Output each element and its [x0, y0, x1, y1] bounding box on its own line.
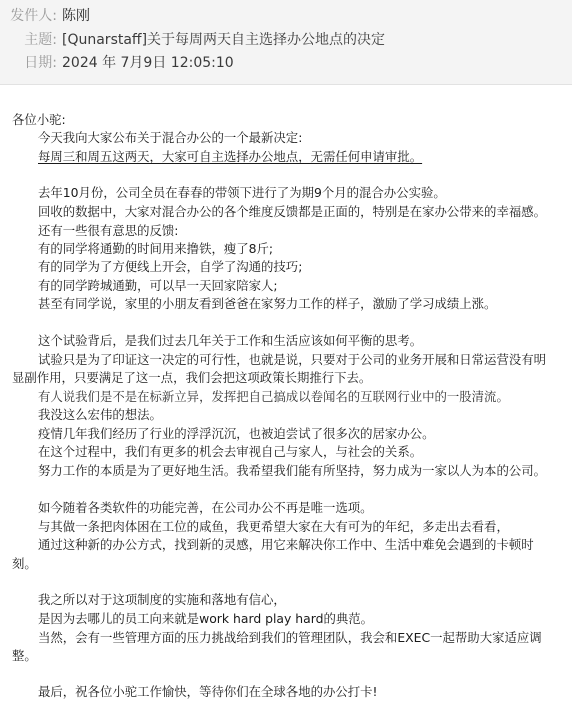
subject-text: [Qunarstaff]关于每周两天自主选择办公地点的决定 [62, 32, 386, 48]
sender-row [0, 5, 572, 27]
sender-label: 发件人: [10, 8, 57, 24]
body-line: 我没这么宏伟的想法。 [38, 407, 162, 422]
email-body [0, 84, 572, 711]
body-line: 有人说我们是不是在标新立异，发挥把自己搞成以卷闻名的互联网行业中的一股清流。 [38, 389, 509, 404]
body-line: 疫情几年我们经历了行业的浮浮沉沉，也被迫尝试了很多次的居家办公。 [38, 426, 435, 441]
body-line: 在这个过程中，我们有更多的机会去审视自己与家人，与社会的关系。 [38, 444, 423, 459]
body-line: 有的同学为了方便线上开会，自学了沟通的技巧; [38, 259, 303, 274]
body-line: 与其做一条把肉体困在工位的咸鱼，我更希望大家在大有可为的年纪，多走出去看看， [38, 519, 509, 534]
body-line: 努力工作的本质是为了更好地生活。我希望我们能有所坚持，努力成为一家以人为本的公司。 [38, 463, 547, 478]
body-line: 刻。 [12, 556, 37, 571]
body-line: 试验只是为了印证这一决定的可行性，也就是说，只要对于公司的业务开展和日常运营没有明 [38, 352, 547, 367]
closing-line: 最后，祝各位小驼工作愉快，等待你们在全球各地的办公打卡! [38, 684, 378, 699]
body-line: 如今随着各类软件的功能完善，在公司办公不再是唯一选项。 [38, 500, 373, 515]
body-line: 我之所以对于这项制度的实施和落地有信心， [38, 592, 286, 607]
subject-label: 主题: [24, 32, 57, 48]
body-line: 甚至有同学说，家里的小朋友看到爸爸在家努力工作的样子，激励了学习成绩上涨。 [38, 296, 497, 311]
body-line: 还有一些很有意思的反馈: [38, 223, 179, 238]
date-text: 2024 年 7月9日 12:05:10 [62, 55, 234, 71]
body-line: 是因为去哪儿的员工向来就是work hard play hard的典范。 [38, 611, 374, 626]
body-line: 当然，会有一些管理方面的压力挑战给到我们的管理团队，我会和EXEC一起帮助大家适应调 [38, 630, 542, 645]
highlighted-decision-line: 每周三和周五这两天，大家可自主选择办公地点，无需任何申请审批。 [38, 149, 423, 164]
body-line: 整。 [12, 648, 37, 663]
date-label: 日期: [24, 55, 57, 71]
body-line: 有的同学跨城通勤，可以早一天回家陪家人; [38, 278, 278, 293]
body-line: 今天我向大家公布关于混合办公的一个最新决定: [38, 130, 303, 145]
body-line: 显副作用，只要满足了这一点，我们会把这项政策长期推行下去。 [12, 370, 372, 385]
body-line: 去年10月份，公司全员在春春的带领下进行了为期9个月的混合办公实验。 [38, 185, 446, 200]
greeting-line: 各位小驼: [12, 112, 66, 127]
subject-row [0, 29, 572, 51]
body-line: 回收的数据中，大家对混合办公的各个维度反馈都是正面的，特别是在家办公带来的幸福感。 [38, 204, 547, 219]
date-row [0, 52, 572, 74]
sender-name[interactable]: 陈刚 [62, 8, 90, 24]
body-line: 通过这种新的办公方式，找到新的灵感，用它来解决你工作中、生活中难免会遇到的卡顿时 [38, 537, 534, 552]
body-line: 有的同学将通勤的时间用来撸铁，瘦了8斤; [38, 241, 274, 256]
email-header [0, 0, 572, 85]
body-line: 这个试验背后，是我们过去几年关于工作和生活应该如何平衡的思考。 [38, 333, 423, 348]
